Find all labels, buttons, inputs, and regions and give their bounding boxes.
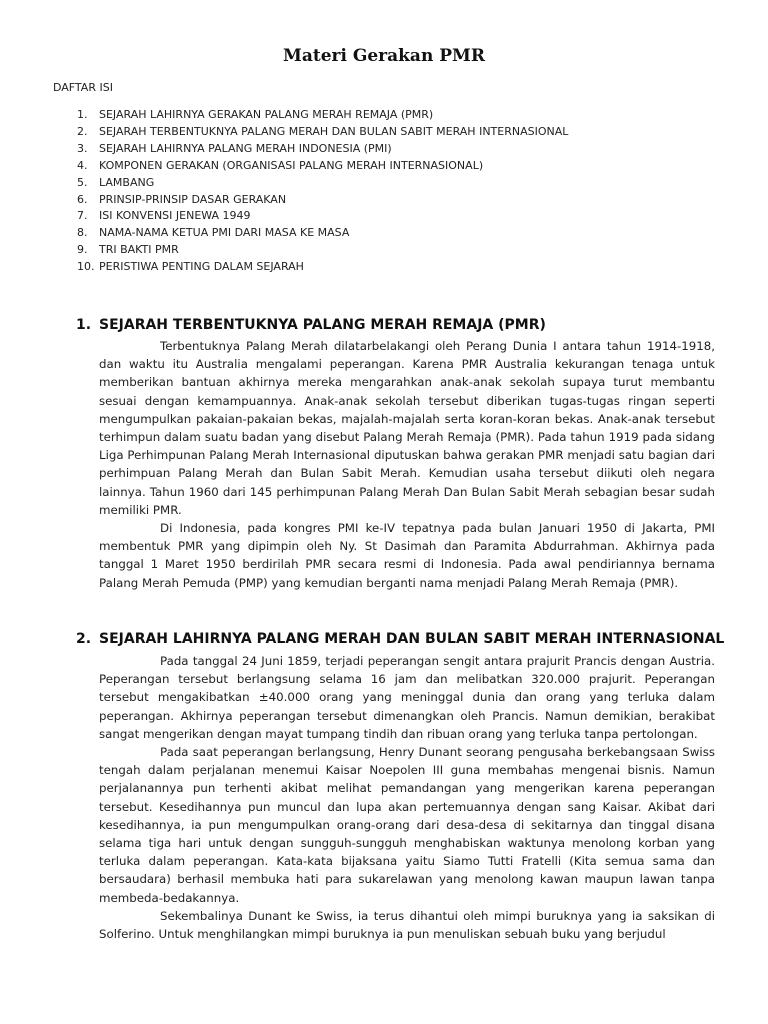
toc-item-number: 8.	[77, 226, 88, 240]
toc-item-number: 1.	[77, 108, 88, 121]
toc-item	[53, 175, 568, 192]
toc-item-label: ISI KONVENSI JENEWA 1949	[99, 209, 251, 223]
toc-item	[53, 225, 568, 242]
toc-item-number: 2.	[77, 124, 88, 138]
section-number: 2.	[76, 631, 92, 647]
section-title: SEJARAH LAHIRNYA PALANG MERAH DAN BULAN SABIT MERAH INTERNASIONAL	[99, 631, 725, 647]
toc-item	[53, 141, 568, 158]
toc-item	[53, 259, 568, 276]
section-body	[99, 652, 715, 943]
toc-item-label: NAMA-NAMA KETUA PMI DARI MASA KE MASA	[99, 226, 350, 240]
section-body	[99, 337, 715, 592]
toc-item-number: 4.	[77, 158, 88, 172]
document-title: Materi Gerakan PMR	[283, 46, 485, 66]
toc-heading: DAFTAR ISI	[53, 81, 113, 94]
section-title: SEJARAH TERBENTUKNYA PALANG MERAH REMAJA (PMR)	[99, 317, 546, 333]
toc-item-number: 10.	[77, 260, 95, 274]
toc-item-number: 9.	[77, 243, 88, 257]
section-heading	[76, 317, 546, 333]
toc-item	[53, 107, 568, 124]
toc-item-label: KOMPONEN GERAKAN (ORGANISASI PALANG MERAH INTERNASIONAL)	[99, 158, 484, 172]
paragraph: Pada tanggal 24 Juni 1859, terjadi peperangan sengit antara prajurit Prancis dengan Austria. Peperangan tersebut berlangsung selama 16 jam dan melibatkan 320.000 prajurit. Peperangan tersebut mengakibatkan ±40.000 orang yang meninggal dunia dan orang yang terluka dalam peperangan. Akhirnya peperangan tersebut dimenangkan oleh Prancis. Namun demikian, berakibat sangat mengerikan dengan mayat tumpang tindih dan ribuan orang yang terluka tanpa pertolongan.	[99, 654, 715, 741]
toc-item-label: SEJARAH LAHIRNYA PALANG MERAH INDONESIA (PMI)	[99, 141, 392, 155]
paragraph: Sekembalinya Dunant ke Swiss, ia terus dihantui oleh mimpi buruknya yang ia saksikan di Solferino. Untuk menghilangkan mimpi buruknya ia pun menuliskan sebuah buku yang berjudul	[99, 908, 715, 942]
toc-item-label: PRINSIP-PRINSIP DASAR GERAKAN	[99, 192, 287, 206]
toc-item	[53, 242, 568, 259]
table-of-contents	[53, 107, 568, 276]
toc-item-number: 3.	[77, 141, 88, 155]
toc-item-number: 6.	[77, 192, 88, 206]
toc-item	[53, 208, 568, 225]
toc-item	[53, 158, 568, 175]
toc-item-label: TRI BAKTI PMR	[99, 243, 179, 257]
toc-item-label: SEJARAH LAHIRNYA GERAKAN PALANG MERAH REMAJA (PMR)	[99, 108, 434, 121]
section-number: 1.	[76, 317, 92, 333]
paragraph: Pada saat peperangan berlangsung, Henry Dunant seorang pengusaha berkebangsaan Swiss tengah dalam perjalanan menemui Kaisar Noepolen III guna membahas mengenai bisnis. Namun perjalanannya pun terhenti akibat melihat pemandangan yang mengerikan karena peperangan tersebut. Kesedihannya pun muncul dan lupa akan pertemuannya dengan sang Kaisar. Akibat dari kesedihannya, ia pun mengumpulkan orang-orang dari desa-desa di sekitarnya dan tinggal disana selama tiga hari untuk dengan sungguh-sungguh menghabiskan waktunya menolong korban yang terluka dalam peperangan. Kata-kata bijaksana yaitu Siamo Tutti Fratelli (Kita semua sama dan bersaudara) berhasil membuka hati para sukarelawan yang menolong kawan maupun lawan tanpa membeda-bedakannya.	[99, 745, 715, 905]
toc-item	[53, 192, 568, 209]
toc-item-number: 7.	[77, 209, 88, 223]
paragraph: Terbentuknya Palang Merah dilatarbelakangi oleh Perang Dunia I antara tahun 1914-1918, dan waktu itu Australia mengalami peperangan. Karena PMR Australia kekurangan tenaga untuk memberikan bantuan akhirnya mereka mengarahkan anak-anak sekolah supaya turut membantu sesuai dengan kemampuannya. Anak-anak sekolah tersebut diberikan tugas-tugas ringan seperti mengumpulkan pakaian-pakaian bekas, majalah-majalah serta koran-koran bekas. Anak-anak tersebut terhimpun dalam suatu badan yang disebut Palang Merah Remaja (PMR). Pada tahun 1919 pada sidang Liga Perhimpunan Palang Merah Internasional diputuskan bahwa gerakan PMR menjadi satu bagian dari perhimpuan Palang Merah dan Bulan Sabit Merah. Kemudian usaha tersebut diikuti oleh negara lainnya. Tahun 1960 dari 145 perhimpunan Palang Merah Dan Bulan Sabit Merah sebagian besar sudah memiliki PMR.	[99, 339, 715, 517]
toc-item	[53, 124, 568, 141]
section-heading	[76, 631, 724, 647]
toc-item-number: 5.	[77, 175, 88, 189]
paragraph: Di Indonesia, pada kongres PMI ke-IV tepatnya pada bulan Januari 1950 di Jakarta, PMI membentuk PMR yang dipimpin oleh Ny. St Dasimah dan Paramita Abdurrahman. Akhirnya pada tanggal 1 Maret 1950 berdirilah PMR secara resmi di Indonesia. Pada awal pendiriannya bernama Palang Merah Pemuda (PMP) yang kemudian berganti nama menjadi Palang Merah Remaja (PMR).	[99, 521, 715, 590]
toc-item-label: LAMBANG	[99, 175, 155, 189]
toc-item-label: SEJARAH TERBENTUKNYA PALANG MERAH DAN BULAN SABIT MERAH INTERNASIONAL	[99, 124, 569, 138]
toc-item-label: PERISTIWA PENTING DALAM SEJARAH	[99, 260, 304, 274]
